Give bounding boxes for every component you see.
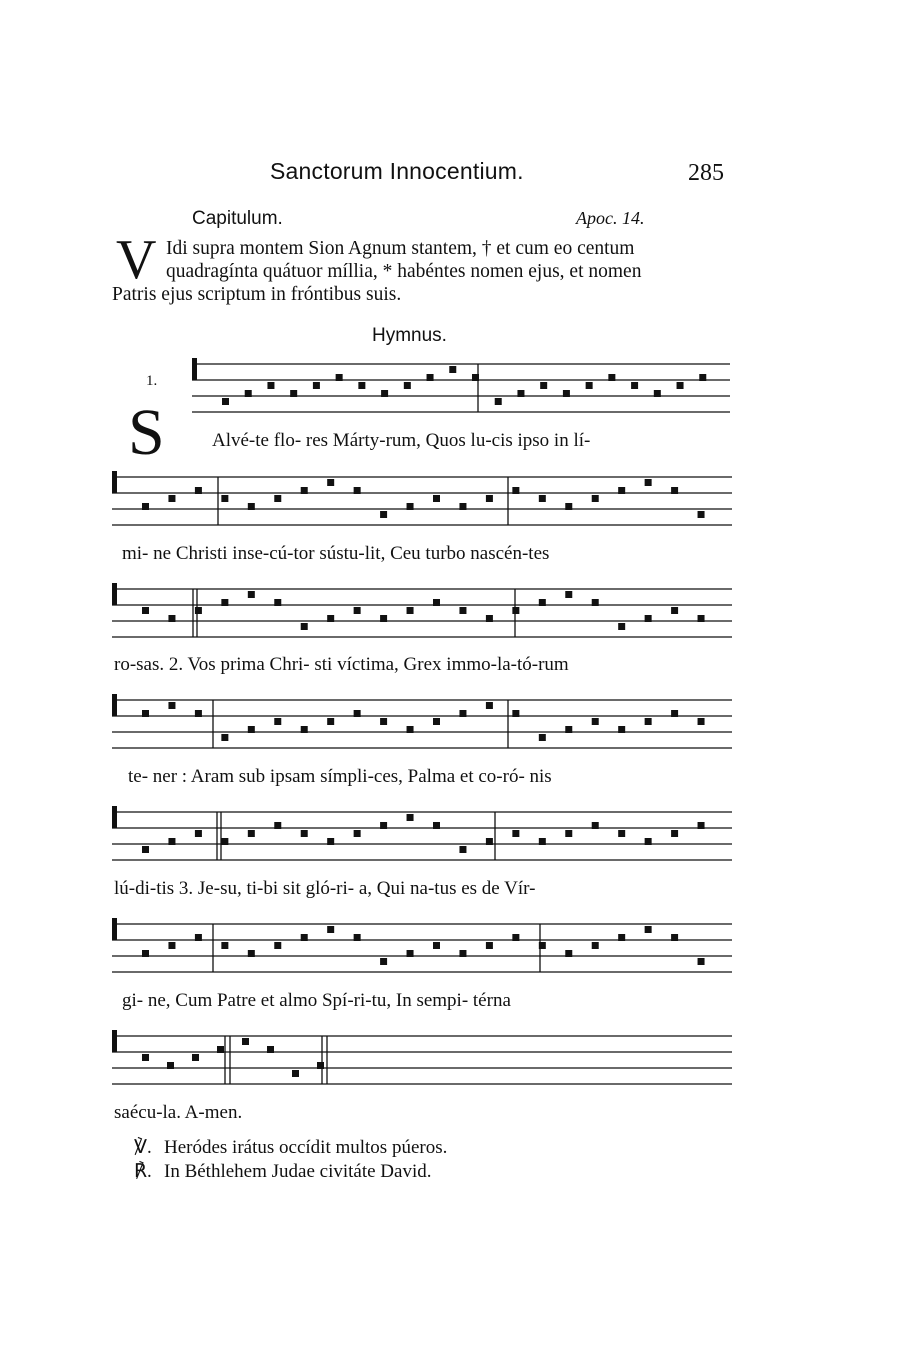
neume [539,599,546,606]
neume [512,487,519,494]
neume [301,623,308,630]
hymn-heading: Hymnus. [372,325,447,346]
neume [592,495,599,502]
neume [274,942,281,949]
neume [407,950,414,957]
neume [565,726,572,733]
neume [274,495,281,502]
neume [168,615,175,622]
clef-mark [112,806,117,828]
neume [142,607,149,614]
neume [222,398,229,405]
neume [358,382,365,389]
neume [698,822,705,829]
lyric-line-2: mi- ne Christi inse-cú-tor sústu-lit, Ceu turbo nascén-tes [122,543,550,564]
neume [221,495,228,502]
neume [631,382,638,389]
neume [221,942,228,949]
neume [472,374,479,381]
neume [301,487,308,494]
neume [592,718,599,725]
stanza-number: 1. [146,373,158,389]
response-symbol: ℟. [134,1161,152,1182]
neume [459,503,466,510]
neume [565,830,572,837]
capitulum-initial: V [116,229,157,291]
lyric-line-4: te- ner : Aram sub ipsam símpli-ces, Palma et co-ró- nis [128,766,552,787]
neume [195,710,202,717]
neume [248,591,255,598]
neume [449,366,456,373]
neume [354,607,361,614]
neume [313,382,320,389]
neume [274,822,281,829]
neume [168,495,175,502]
neume [512,830,519,837]
neume [380,615,387,622]
clef-mark [112,694,117,716]
lyric-line-3: ro-sas. 2. Vos prima Chri- sti víctima, Grex immo-la-tó-rum [114,654,569,675]
capitulum-line-3: Patris ejus scriptum in fróntibus suis. [112,284,402,305]
response-text: In Béthlehem Judae civitáte David. [164,1161,432,1182]
neume [512,934,519,941]
neume [433,599,440,606]
neume [671,934,678,941]
neume [565,503,572,510]
neume [618,726,625,733]
clef-mark [192,358,197,380]
neume [354,934,361,941]
neume [427,374,434,381]
neume [248,503,255,510]
neume [142,950,149,957]
neume [301,830,308,837]
neume [486,702,493,709]
neume [267,382,274,389]
neume [168,838,175,845]
neume [380,958,387,965]
neume [671,710,678,717]
neume [327,926,334,933]
neume [563,390,570,397]
neume [317,1062,324,1069]
neume [512,710,519,717]
neume [327,615,334,622]
neume [242,1038,249,1045]
neume [495,398,502,405]
neume [459,607,466,614]
versicle-text: Heródes irátus occídit multos púeros. [164,1137,448,1158]
neume [327,718,334,725]
neume [671,607,678,614]
neume [433,942,440,949]
neume [248,726,255,733]
neume [459,846,466,853]
neume [168,942,175,949]
neume [142,710,149,717]
neume [618,487,625,494]
neume [540,382,547,389]
running-title: Sanctorum Innocentium. [270,158,524,184]
neume [327,479,334,486]
neume [645,615,652,622]
versicle [134,1136,447,1159]
clef-mark [112,471,117,493]
neume [167,1062,174,1069]
neume [698,958,705,965]
neume [142,503,149,510]
neume [274,718,281,725]
neume [195,607,202,614]
neume [245,390,252,397]
neume [217,1046,224,1053]
neume [336,374,343,381]
neume [618,934,625,941]
response [134,1160,432,1183]
neume [539,734,546,741]
neume [380,822,387,829]
lyric-line-5: lú-di-tis 3. Je-su, ti-bi sit gló-ri- a, Qui na-tus es de Vír- [114,878,536,899]
neume [301,934,308,941]
neume [192,1054,199,1061]
neume [618,623,625,630]
neume [539,942,546,949]
page-number: 285 [688,160,724,186]
neume [592,822,599,829]
neume [671,487,678,494]
versicle-symbol: ℣. [134,1137,152,1158]
neume [221,599,228,606]
neume [381,390,388,397]
neume [512,607,519,614]
neume [698,615,705,622]
neume [486,838,493,845]
neume [380,511,387,518]
neume [433,718,440,725]
neume [248,950,255,957]
neume [327,838,334,845]
neume [407,607,414,614]
neume [142,846,149,853]
neume [486,942,493,949]
neume [654,390,661,397]
neume [565,950,572,957]
neume [407,726,414,733]
neume [142,1054,149,1061]
neume [267,1046,274,1053]
clef-mark [112,918,117,940]
capitulum-line-2: quadragínta quátuor míllia, * habéntes nomen ejus, et nomen [166,261,642,282]
neume [168,702,175,709]
lyric-line-7: saécu-la. A-men. [114,1102,243,1123]
neume [195,487,202,494]
neume [618,830,625,837]
capitulum-heading: Capitulum. [192,208,283,229]
neume [645,838,652,845]
neume [459,710,466,717]
neume [699,374,706,381]
neume [486,495,493,502]
clef-mark [112,583,117,605]
neume [592,942,599,949]
neume [195,934,202,941]
neume [354,710,361,717]
neume [459,950,466,957]
neume [698,511,705,518]
neume [274,599,281,606]
neume [486,615,493,622]
clef-mark [112,1030,117,1052]
neume [407,814,414,821]
lyric-line-1: Alvé-te flo- res Márty-rum, Quos lu-cis ipso in lí- [212,430,591,451]
lyric-line-6: gi- ne, Cum Patre et almo Spí-ri-tu, In sempi- térna [122,990,511,1011]
neume [592,599,599,606]
neume [301,726,308,733]
neume [380,718,387,725]
neume [292,1070,299,1077]
neume [354,487,361,494]
neume [354,830,361,837]
neume [290,390,297,397]
neume [221,734,228,741]
neume [407,503,414,510]
neume [539,838,546,845]
neume [586,382,593,389]
neume [517,390,524,397]
neume [645,926,652,933]
neume [404,382,411,389]
neume [565,591,572,598]
neume [539,495,546,502]
hymn-initial: S [128,396,165,469]
neume [433,822,440,829]
neume [433,495,440,502]
neume [698,718,705,725]
neume [645,479,652,486]
neume [195,830,202,837]
capitulum-reference: Apoc. 14. [576,208,645,228]
neume [677,382,684,389]
capitulum-line-1: Idi supra montem Sion Agnum stantem, † et cum eo centum [166,238,635,259]
neume [221,838,228,845]
neume [671,830,678,837]
neume [248,830,255,837]
neume [645,718,652,725]
neume [608,374,615,381]
